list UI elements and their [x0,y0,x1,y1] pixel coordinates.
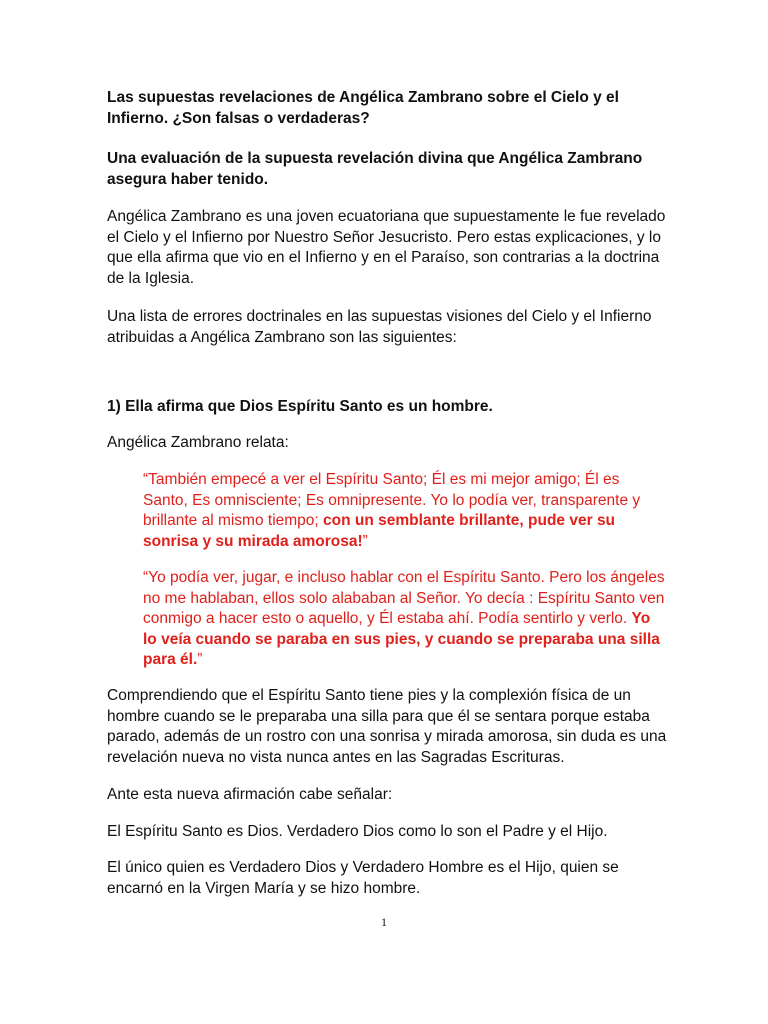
relata-paragraph: Angélica Zambrano relata: [107,434,289,451]
ante-paragraph: Ante esta nueva afirmación cabe señalar: [107,786,393,803]
comprendiendo-paragraph: Comprendiendo que el Espíritu Santo tiene pies y la complexión física de un hombre cuando se le preparaba una silla para que él se sentara porque estaba parado, además de un rostro con una sonrisa y mirada amorosa, sin duda es una revelación nueva no vista nunca antes en las Sagradas Escrituras. [107,687,667,766]
document-subtitle: Una evaluación de la supuesta revelación divina que Angélica Zambrano asegura haber tenido. [107,150,643,188]
quote-2-emphasis: Yo lo veía cuando se paraba en sus pies, y cuando se preparaba una silla para él. [143,610,660,668]
quote-1 [143,470,668,552]
page-number: 1 [381,915,387,929]
unico-paragraph: El único quien es Verdadero Dios y Verdadero Hombre es el Hijo, quien se encarnó en la Virgen María y se hizo hombre. [107,859,619,897]
quote-2 [143,568,668,671]
list-intro-paragraph: Una lista de errores doctrinales en las supuestas visiones del Cielo y el Infierno atribuidas a Angélica Zambrano son las siguientes: [107,308,652,346]
quote-1-close: ” [362,532,368,550]
quote-1-emphasis: con un semblante brillante, pude ver su sonrisa y su mirada amorosa! [143,512,616,550]
quote-2-text: “Yo podía ver, jugar, e incluso hablar con el Espíritu Santo. Pero los ángeles no me hablaban, ellos solo alababan al Señor. Yo decía : Espíritu Santo ven conmigo a hacer esto o aquello, y Él estaba ahí. Podía sentirlo y verlo. [143,569,665,627]
quote-1-text: “También empecé a ver el Espíritu Santo; Él es mi mejor amigo; Él es Santo, Es omnisciente; Es omnipresente. Yo lo podía ver, transparente y brillante al mismo tiempo; [143,471,641,529]
section-heading-1: 1) Ella afirma que Dios Espíritu Santo es un hombre. [107,398,493,415]
quote-2-close: ” [197,651,203,668]
document-title: Las supuestas revelaciones de Angélica Zambrano sobre el Cielo y el Infierno. ¿Son falsas o verdaderas? [107,89,619,127]
intro-paragraph: Angélica Zambrano es una joven ecuatoriana que supuestamente le fue revelado el Cielo y el Infierno por Nuestro Señor Jesucristo. Pero estas explicaciones, y lo que ella afirma que vio en el Infierno y en el Paraíso, son contrarias a la doctrina de la Iglesia. [107,208,666,287]
espiritu-paragraph: El Espíritu Santo es Dios. Verdadero Dios como lo son el Padre y el Hijo. [107,823,608,840]
